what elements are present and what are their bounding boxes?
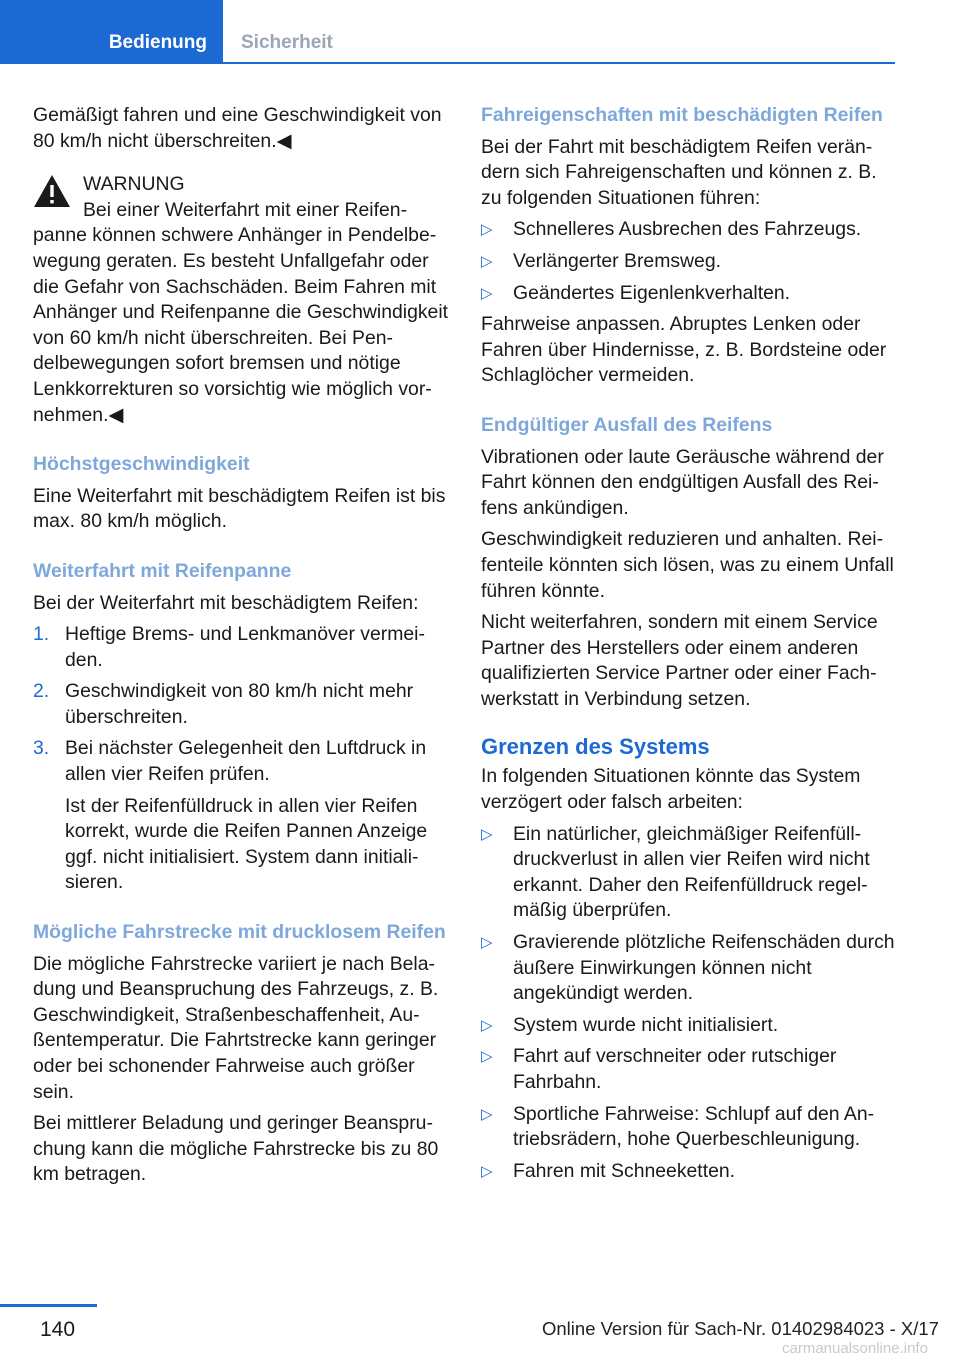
heading-weiterfahrt: Weiterfahrt mit Reifenpanne [33,559,292,582]
range-text-2: Bei mittlerer Beladung und geringer Beanspruchung kann die mögliche Fahrstrecke bis zu 80 km betragen. [33,1112,439,1186]
fail-text-1: Vibrationen oder laute Geräusche während der Fahrt können den endgültigen Ausfall des Reifens ankündigen. [481,445,884,519]
list-item [481,1102,895,1153]
warning-title: WARNUNG [83,173,185,196]
continue-text: Bei der Weiterfahrt mit beschädigtem Reifen: [33,591,419,614]
triangle-right-icon: ▷ [481,252,493,270]
list-item-text: Geändertes Eigenlenkverhalten. [513,281,791,304]
step-number: 3. [33,737,50,760]
chapter-tabs [0,0,895,64]
list-item-text: Fahrt auf verschneiter oder rutschiger Fahrbahn. [513,1045,837,1093]
warning-triangle-icon [33,174,71,208]
props-text: Bei der Fahrt mit beschädigtem Reifen verändern sich Fahreigenschaften und können z. B. zu folgenden Situationen führen: [481,135,877,209]
watermark: carmanualsonline.info [782,1340,928,1357]
list-item-text: System wurde nicht initialisiert. [513,1013,779,1036]
triangle-right-icon: ▷ [481,284,493,302]
limits-text: In folgenden Situationen könnte das System verzögert oder falsch arbeiten: [481,765,861,814]
heading-ausfall: Endgültiger Ausfall des Reifens [481,413,773,436]
props-list [481,217,895,306]
page-number: 140 [40,1318,76,1341]
list-item [33,736,449,896]
list-item-text: Ein natürlicher, gleichmäßiger Reifenfülldruckverlust in allen vier Reifen wird nicht erkannt. Daher den Reifenfülldruck regelmäßig überprüfen. [513,822,870,922]
list-item [481,822,895,924]
steps-list [33,622,449,896]
warning-box [33,172,449,223]
limits-list [481,822,895,1185]
props-after-text: Fahrweise anpassen. Abruptes Lenken oder Fahren über Hindernisse, z. B. Bordsteine oder Schlaglöcher vermeiden. [481,313,887,387]
step-text: Bei nächster Gelegenheit den Luftdruck in allen vier Reifen prüfen. [65,737,427,786]
triangle-right-icon: ▷ [481,1016,493,1034]
tab-sicherheit[interactable]: Sicherheit [241,32,333,53]
right-column [481,103,895,1190]
list-item [481,217,895,243]
left-column [33,103,449,1194]
list-item [481,930,895,1007]
list-item [33,622,449,673]
step-text: Geschwindigkeit von 80 km/h nicht mehr überschreiten. [65,680,414,728]
triangle-right-icon: ▷ [481,1048,493,1066]
speed-text: Eine Weiterfahrt mit beschädigtem Reifen ist bis max. 80 km/h möglich. [33,484,446,533]
range-text-1: Die mögliche Fahrstrecke variiert je nach Beladung und Beanspruchung des Fahrzeugs, z. B. Geschwindigkeit, Straßenbeschaffenheit, Außentemperatur. Die Fahrtstrecke kann geringer oder bei schonender Fahrweise auch größer sein. [33,952,439,1103]
fail-text-3: Nicht weiterfahren, sondern mit einem Service Partner des Herstellers oder einem anderen qualifizierten Service Partner oder einer Fachwerkstatt in Verbindung setzen. [481,611,878,710]
triangle-right-icon: ▷ [481,221,493,239]
warning-first-line: Bei einer Weiterfahrt mit einer Reifen- [83,198,408,221]
triangle-right-icon: ▷ [481,1162,493,1180]
fail-text-2: Geschwindigkeit reduzieren und anhalten. Reifenteile könnten sich lösen, was zu einem Unfall führen könnte. [481,528,894,602]
list-item [481,249,895,275]
list-item [481,1159,895,1185]
triangle-right-icon: ▷ [481,934,493,952]
step-number: 1. [33,623,50,646]
online-version-note: Online Version für Sach-Nr. 01402984023 - X/17 [542,1318,939,1339]
heading-fahrstrecke: Mögliche Fahrstrecke mit drucklosem Reifen [33,921,446,944]
list-item [481,1044,895,1095]
list-item [33,679,449,730]
step-subtext: Ist der Reifenfülldruck in allen vier Reifen korrekt, wurde die Reifen Pannen Anzeige ggf. nicht initialisiert. System dann initialisieren. [65,794,428,894]
triangle-right-icon: ▷ [481,1105,493,1123]
list-item [481,281,895,307]
intro-text: Gemäßigt fahren und eine Geschwindigkeit von 80 km/h nicht überschreiten.◀ [33,104,442,152]
list-item [481,1013,895,1039]
list-item-text: Schnelleres Ausbrechen des Fahrzeugs. [513,218,862,241]
step-number: 2. [33,680,50,703]
step-text: Heftige Brems- und Lenkmanöver vermeiden. [65,623,425,671]
heading-hoechstgeschwindigkeit: Höchstgeschwindigkeit [33,453,250,476]
heading-grenzen: Grenzen des Systems [481,734,710,760]
list-item-text: Gravierende plötzliche Reifenschäden durch äußere Einwirkungen können nicht angekündigt werden. [513,931,895,1005]
heading-fahreigenschaften: Fahreigenschaften mit beschädigten Reifen [481,104,883,126]
list-item-text: Sportliche Fahrweise: Schlupf auf den Antriebsrädern, hohe Querbeschleunigung. [513,1102,875,1151]
list-item-text: Verlängerter Bremsweg. [513,249,722,272]
triangle-right-icon: ▷ [481,825,493,843]
tab-bedienung[interactable] [0,0,223,62]
tab-bedienung-label: Bedienung [108,32,207,53]
footer-rule [0,1304,97,1307]
warning-text: panne können schwere Anhänger in Pendelbewegung geraten. Es besteht Unfallgefahr oder die Gefahr von Sachschäden. Beim Fahren mit Anhänger und Reifenpanne die Geschwindigkeit von 60 km/h nicht überschreiten. Bei Pendelbewegungen sofort bremsen und nötige Lenkkorrekturen so vorsichtig wie möglich vornehmen.◀ [33,224,449,426]
list-item-text: Fahren mit Schneeketten. [513,1159,736,1182]
